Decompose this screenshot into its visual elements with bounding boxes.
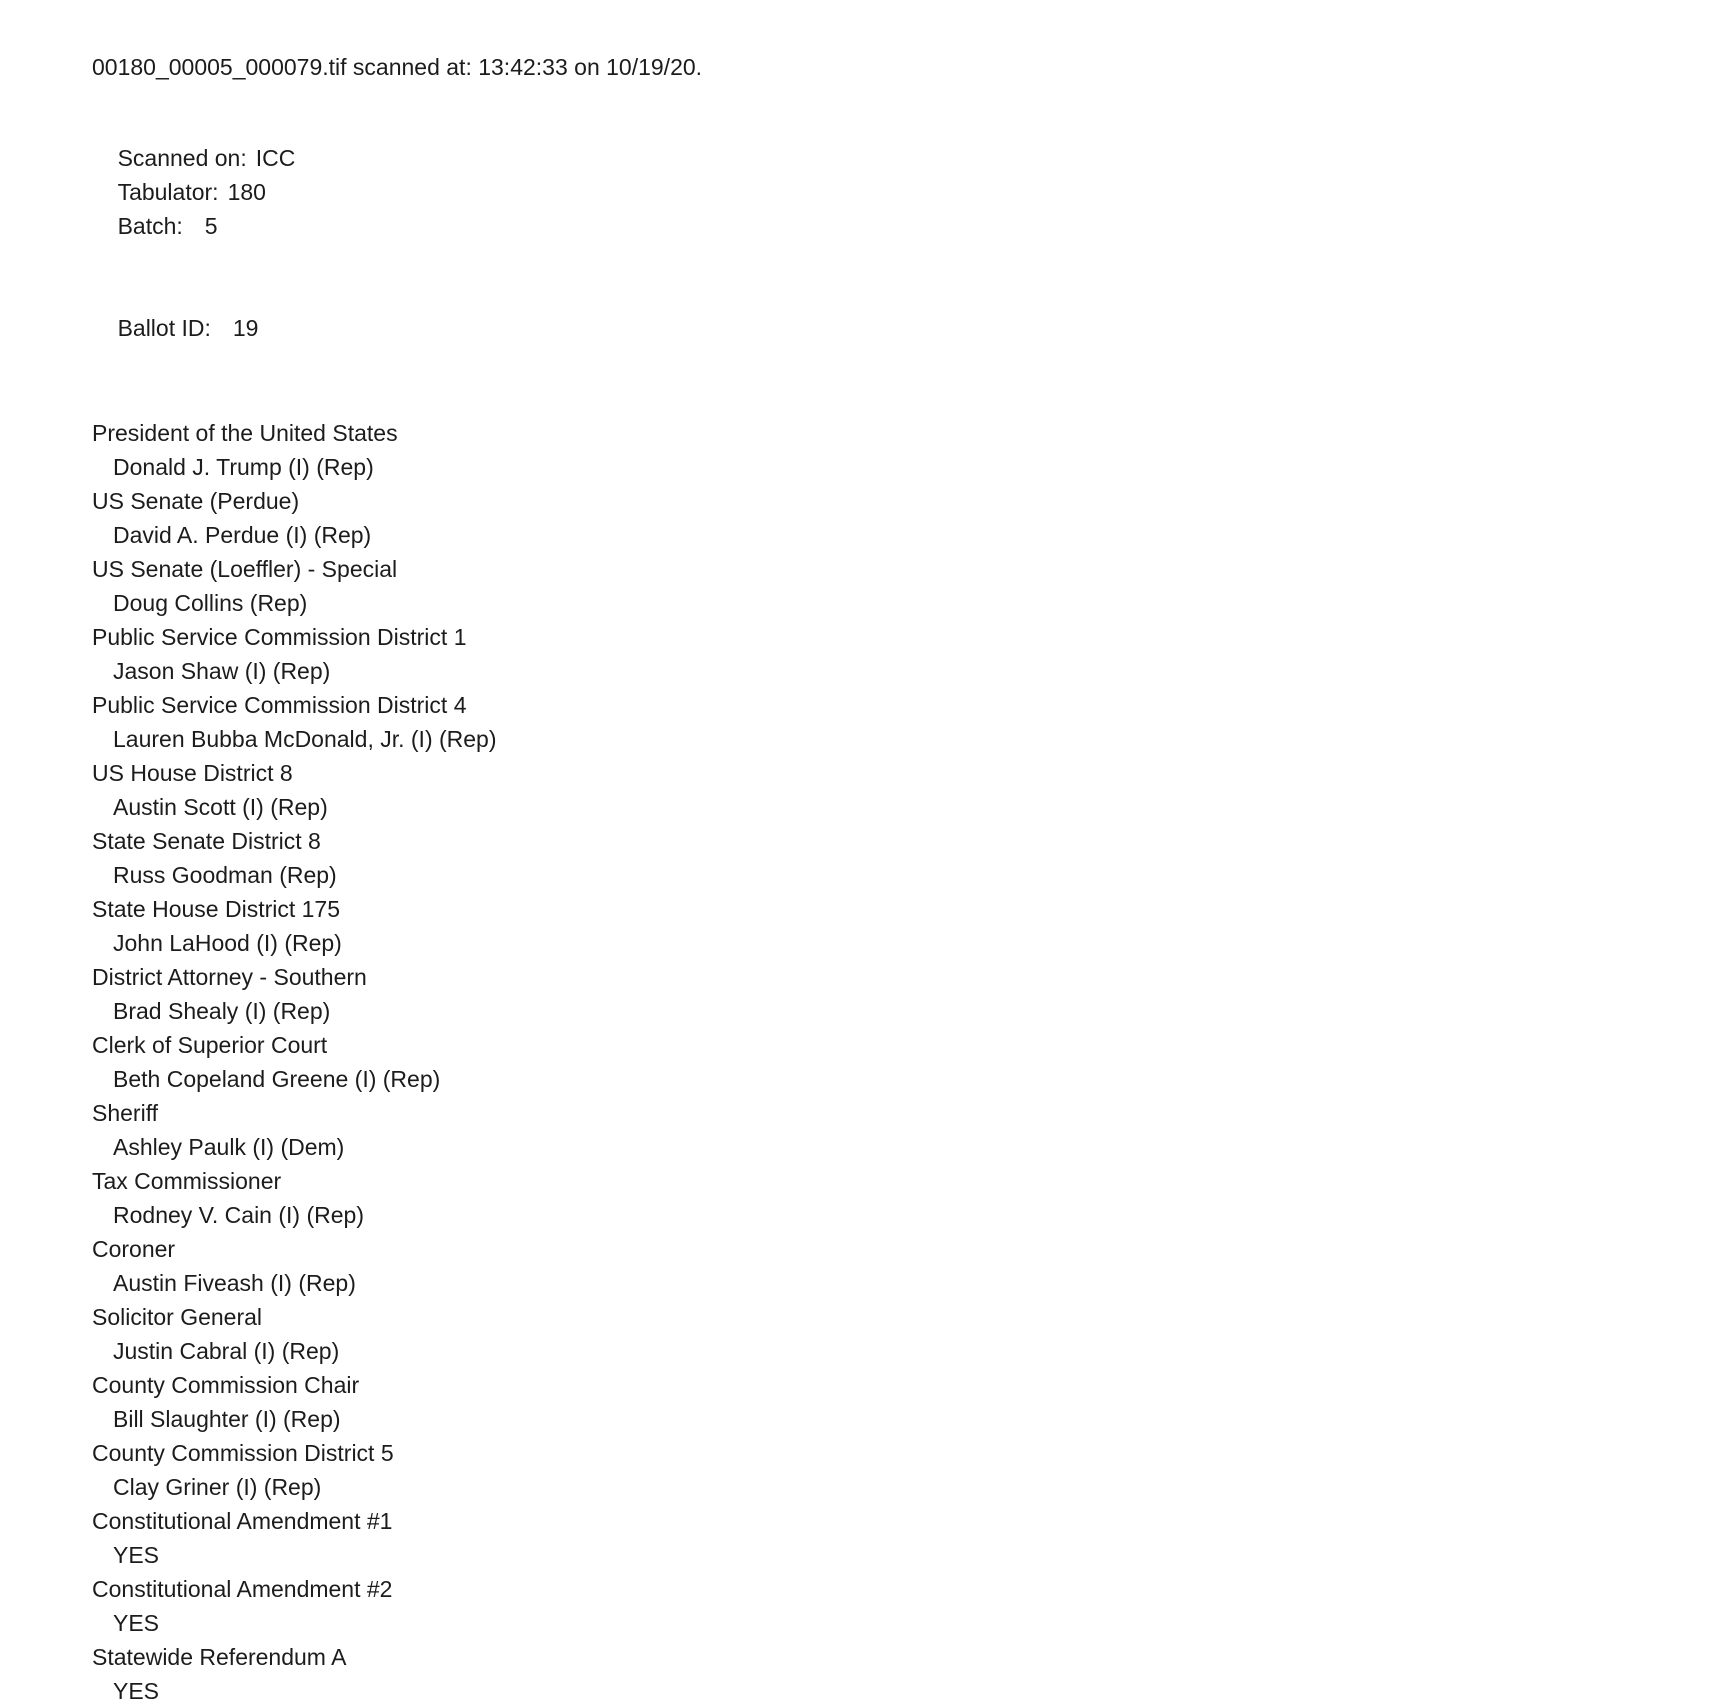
contest-item <box>92 892 1669 960</box>
contest-selection: Lauren Bubba McDonald, Jr. (I) (Rep) <box>113 726 497 752</box>
contest-title: Statewide Referendum A <box>92 1644 347 1670</box>
contest-selection: John LaHood (I) (Rep) <box>113 930 342 956</box>
contest-selection: Russ Goodman (Rep) <box>113 862 337 888</box>
tabulator-value: 180 <box>227 179 266 205</box>
contest-selection: Jason Shaw (I) (Rep) <box>113 658 331 684</box>
ballot-id-field <box>118 311 259 345</box>
contest-item <box>92 1096 1669 1164</box>
contest-title: Public Service Commission District 1 <box>92 624 467 650</box>
contest-selection: Rodney V. Cain (I) (Rep) <box>113 1202 364 1228</box>
contest-selection: David A. Perdue (I) (Rep) <box>113 522 372 548</box>
contest-item <box>92 688 1669 756</box>
contest-item <box>92 620 1669 688</box>
contest-selection: Beth Copeland Greene (I) (Rep) <box>113 1066 441 1092</box>
contest-item <box>92 1436 1669 1504</box>
tabulator-label: Tabulator: <box>117 179 219 205</box>
contest-list <box>92 416 1669 1708</box>
scanned-on-label: Scanned on: <box>117 145 247 171</box>
contest-title: State House District 175 <box>92 896 341 922</box>
contest-item <box>92 1300 1669 1368</box>
contest-title: President of the United States <box>92 420 398 446</box>
contest-title: Clerk of Superior Court <box>92 1032 328 1058</box>
contest-item <box>92 1232 1669 1300</box>
contest-item <box>92 1164 1669 1232</box>
scan-filename-line: 00180_00005_000079.tif scanned at: 13:42:33 on 10/19/20. <box>92 54 703 80</box>
contest-title: Public Service Commission District 4 <box>92 692 467 718</box>
contest-title: District Attorney - Southern <box>92 964 367 990</box>
tabulator-field <box>118 175 266 209</box>
contest-item <box>92 1640 1669 1708</box>
contest-title: US House District 8 <box>92 760 293 786</box>
ballot-id-value: 19 <box>232 315 259 341</box>
contest-title: County Commission District 5 <box>92 1440 394 1466</box>
contest-selection: Clay Griner (I) (Rep) <box>113 1474 322 1500</box>
contest-item <box>92 484 1669 552</box>
contest-item <box>92 824 1669 892</box>
contest-item <box>92 756 1669 824</box>
contest-title: US Senate (Loeffler) - Special <box>92 556 398 582</box>
contest-title: Constitutional Amendment #1 <box>92 1508 393 1534</box>
contest-item <box>92 960 1669 1028</box>
contest-selection: Donald J. Trump (I) (Rep) <box>113 454 374 480</box>
contest-item <box>92 1028 1669 1096</box>
contest-item <box>92 1368 1669 1436</box>
contest-title: US Senate (Perdue) <box>92 488 300 514</box>
contest-item <box>92 552 1669 620</box>
contest-selection: YES <box>113 1610 160 1636</box>
contest-item <box>92 1504 1669 1572</box>
contest-title: Tax Commissioner <box>92 1168 282 1194</box>
contest-selection: Austin Scott (I) (Rep) <box>113 794 328 820</box>
ballot-id-line <box>92 277 1669 379</box>
contest-selection: Justin Cabral (I) (Rep) <box>113 1338 340 1364</box>
contest-title: Coroner <box>92 1236 176 1262</box>
contest-title: Sheriff <box>92 1100 159 1126</box>
contest-selection: Austin Fiveash (I) (Rep) <box>113 1270 356 1296</box>
scanner-info-line <box>92 107 1669 277</box>
batch-label: Batch: <box>117 213 183 239</box>
scanned-on-field <box>118 141 296 175</box>
contest-item <box>92 1572 1669 1640</box>
contest-title: Constitutional Amendment #2 <box>92 1576 393 1602</box>
contest-title: County Commission Chair <box>92 1372 360 1398</box>
contest-selection: Brad Shealy (I) (Rep) <box>113 998 331 1024</box>
contest-selection: YES <box>113 1678 160 1704</box>
contest-selection: Ashley Paulk (I) (Dem) <box>113 1134 345 1160</box>
contest-selection: Doug Collins (Rep) <box>113 590 308 616</box>
contest-title: Solicitor General <box>92 1304 263 1330</box>
contest-selection: Bill Slaughter (I) (Rep) <box>113 1406 341 1432</box>
scanned-on-value: ICC <box>255 145 296 171</box>
contest-title: State Senate District 8 <box>92 828 321 854</box>
batch-field <box>118 209 218 243</box>
batch-value: 5 <box>204 213 218 239</box>
contest-selection: YES <box>113 1542 160 1568</box>
contest-item <box>92 416 1669 484</box>
ballot-id-label: Ballot ID: <box>117 315 211 341</box>
